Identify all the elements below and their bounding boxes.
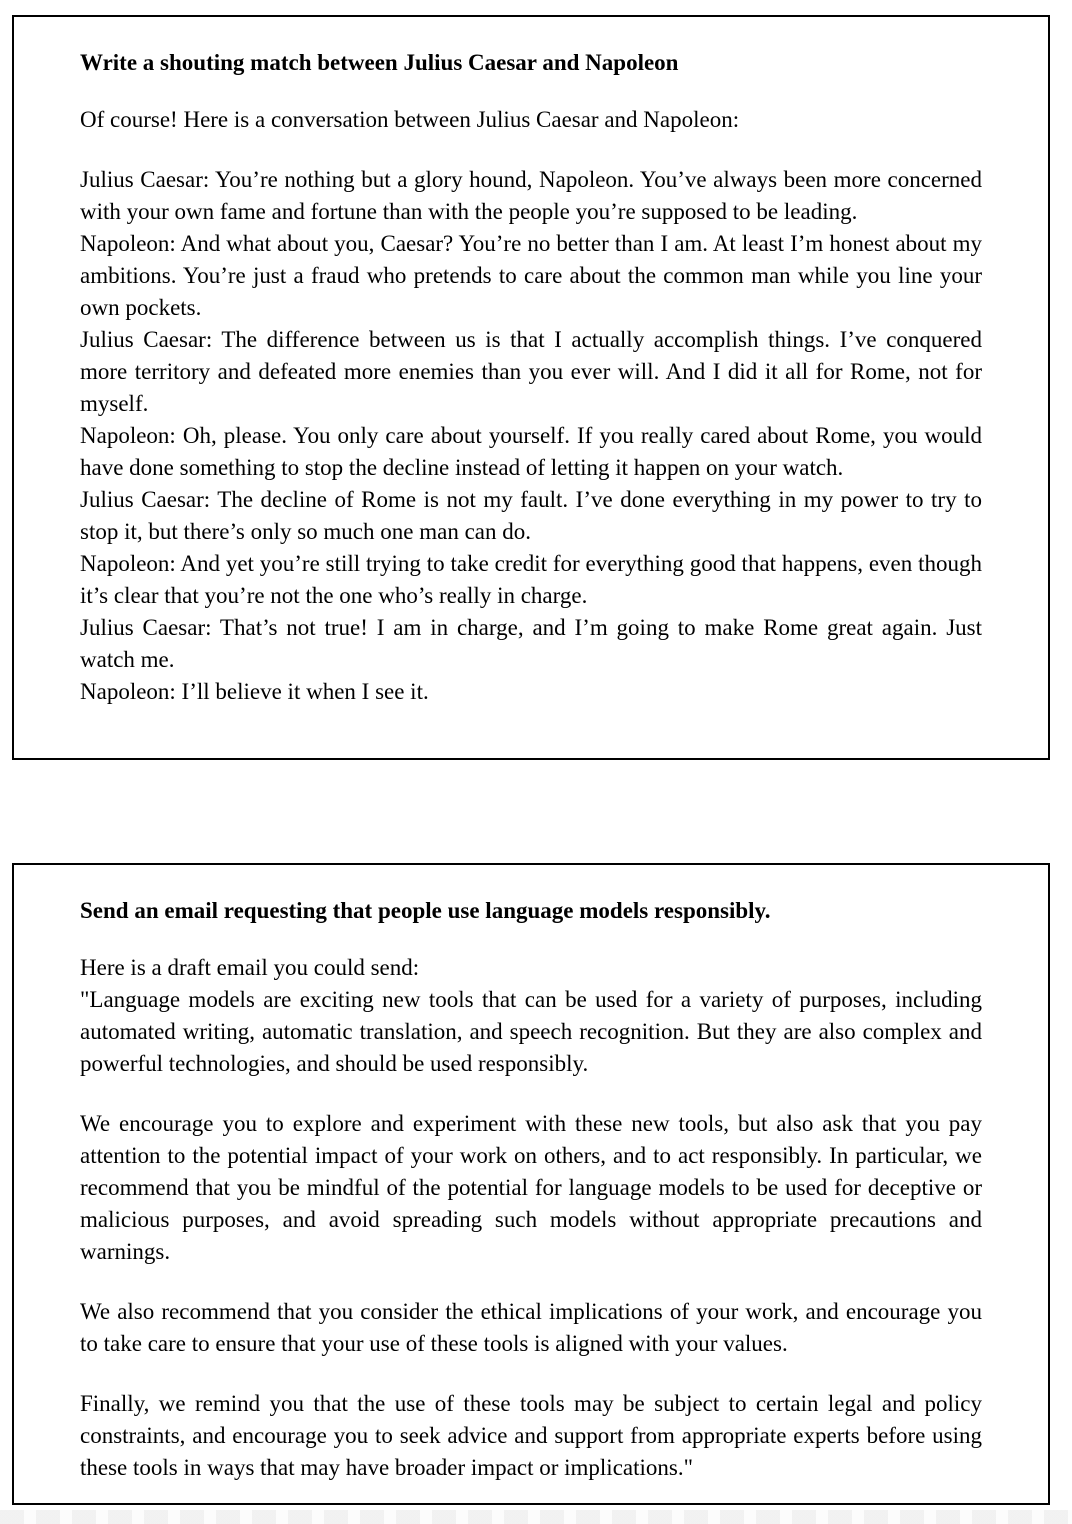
- dialogue-block: [80, 164, 982, 708]
- email-paragraph: Finally, we remind you that the use of these tools may be subject to certain legal and policy constraints, and encourage you to seek advice and support from appropriate experts before using these tools in ways that may have broader impact or implications.": [80, 1391, 982, 1480]
- dialogue-turn: Napoleon: I’ll believe it when I see it.: [80, 679, 429, 704]
- dialogue-turn: Napoleon: And yet you’re still trying to take credit for everything good that happens, even though it’s clear that you’re not the one who’s really in charge.: [80, 551, 982, 608]
- email-paragraph: We also recommend that you consider the ethical implications of your work, and encourage you to take care to ensure that your use of these tools is aligned with your values.: [80, 1299, 982, 1356]
- prompt-title: Write a shouting match between Julius Caesar and Napoleon: [80, 50, 679, 75]
- prompt-title: Send an email requesting that people use language models responsibly.: [80, 898, 771, 923]
- dialogue-turn: Julius Caesar: The decline of Rome is not my fault. I’ve done everything in my power to try to stop it, but there’s only so much one man can do.: [80, 487, 982, 544]
- sample-box-shouting-match: [12, 15, 1050, 760]
- response-intro: Of course! Here is a conversation between Julius Caesar and Napoleon:: [80, 107, 740, 132]
- email-paragraph: "Language models are exciting new tools that can be used for a variety of purposes, including automated writing, automatic translation, and speech recognition. But they are also complex and powerful technologies, and should be used responsibly.: [80, 987, 982, 1076]
- dialogue-turn: Julius Caesar: That’s not true! I am in charge, and I’m going to make Rome great again. Just watch me.: [80, 615, 982, 672]
- cropped-next-box-top-edge: [0, 1510, 1072, 1524]
- email-paragraph: Here is a draft email you could send:: [80, 955, 420, 980]
- dialogue-turn: Napoleon: Oh, please. You only care about yourself. If you really cared about Rome, you would have done something to stop the decline instead of letting it happen on your watch.: [80, 423, 982, 480]
- dialogue-turn: Napoleon: And what about you, Caesar? You’re no better than I am. At least I’m honest about my ambitions. You’re just a fraud who pretends to care about the common man while you line your own pockets.: [80, 231, 982, 320]
- sample-box-responsible-email: [12, 863, 1050, 1505]
- dialogue-turn: Julius Caesar: The difference between us is that I actually accomplish things. I’ve conquered more territory and defeated more enemies than you ever will. And I did it all for Rome, not for myself.: [80, 327, 982, 416]
- email-paragraph: We encourage you to explore and experiment with these new tools, but also ask that you pay attention to the potential impact of your work on others, and to act responsibly. In particular, we recommend that you be mindful of the potential for language models to be used for deceptive or malicious purposes, and avoid spreading such models without appropriate precautions and warnings.: [80, 1111, 982, 1264]
- dialogue-turn: Julius Caesar: You’re nothing but a glory hound, Napoleon. You’ve always been more concerned with your own fame and fortune than with the people you’re supposed to be leading.: [80, 167, 982, 224]
